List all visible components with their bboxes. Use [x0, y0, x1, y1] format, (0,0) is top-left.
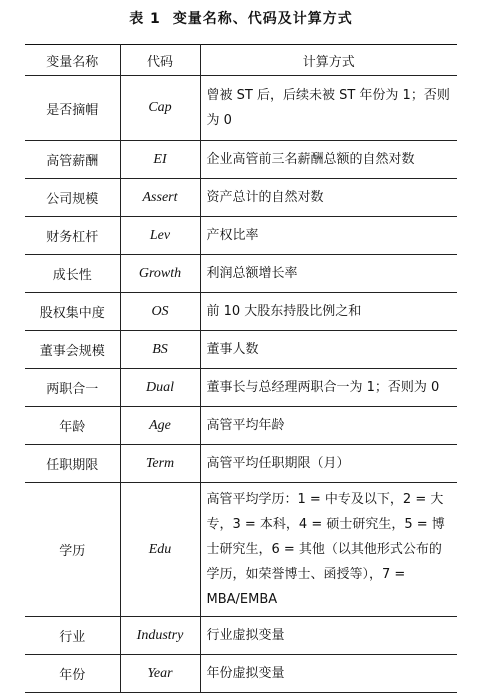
table-row	[25, 293, 457, 331]
variables-table	[25, 44, 457, 693]
table-title: 变量名称、代码及计算方式	[172, 11, 353, 27]
table-row	[25, 655, 457, 693]
variable-code-cell: Lev	[120, 217, 200, 255]
table-row	[25, 617, 457, 655]
table-row	[25, 76, 457, 141]
variable-code-cell: Cap	[120, 76, 200, 141]
variable-code-cell: OS	[120, 293, 200, 331]
calculation-cell: 高管平均任职期限（月）	[200, 445, 457, 483]
variable-name-cell: 年龄	[25, 407, 120, 445]
calculation-cell: 前 10 大股东持股比例之和	[200, 293, 457, 331]
calculation-cell: 行业虚拟变量	[200, 617, 457, 655]
variable-name-cell: 两职合一	[25, 369, 120, 407]
variable-name-cell: 成长性	[25, 255, 120, 293]
calculation-cell: 年份虚拟变量	[200, 655, 457, 693]
variable-code-cell: Term	[120, 445, 200, 483]
table-row	[25, 141, 457, 179]
header-code: 代码	[120, 45, 200, 76]
table-row	[25, 369, 457, 407]
variable-code-cell: EI	[120, 141, 200, 179]
variable-name-cell: 财务杠杆	[25, 217, 120, 255]
calculation-cell: 曾被 ST 后，后续未被 ST 年份为 1；否则为 0	[200, 76, 457, 141]
variable-code-cell: Year	[120, 655, 200, 693]
table-row	[25, 407, 457, 445]
variable-code-cell: Industry	[120, 617, 200, 655]
calculation-cell: 利润总额增长率	[200, 255, 457, 293]
table-row	[25, 331, 457, 369]
variable-name-cell: 董事会规模	[25, 331, 120, 369]
variable-name-cell: 是否摘帽	[25, 76, 120, 141]
variable-name-cell: 股权集中度	[25, 293, 120, 331]
table-caption	[0, 8, 482, 28]
variable-name-cell: 年份	[25, 655, 120, 693]
table-row	[25, 179, 457, 217]
variable-code-cell: Growth	[120, 255, 200, 293]
table-row	[25, 445, 457, 483]
variable-name-cell: 任职期限	[25, 445, 120, 483]
table-row	[25, 255, 457, 293]
variable-code-cell: BS	[120, 331, 200, 369]
table-number: 表 1	[129, 11, 161, 27]
header-calculation: 计算方式	[200, 45, 457, 76]
variable-name-cell: 学历	[25, 483, 120, 617]
variable-code-cell: Age	[120, 407, 200, 445]
table-row	[25, 483, 457, 617]
header-row	[25, 45, 457, 76]
variable-name-cell: 高管薪酬	[25, 141, 120, 179]
calculation-cell: 高管平均学历：1 = 中专及以下，2 = 大专，3 = 本科，4 = 硕士研究生，5 = 博士研究生，6 = 其他（以其他形式公布的学历，如荣誉博士、函授等），7 = MBA/EMBA	[200, 483, 457, 617]
variable-code-cell: Dual	[120, 369, 200, 407]
calculation-cell: 高管平均年龄	[200, 407, 457, 445]
calculation-cell: 董事人数	[200, 331, 457, 369]
variable-name-cell: 行业	[25, 617, 120, 655]
variable-name-cell: 公司规模	[25, 179, 120, 217]
table-row	[25, 217, 457, 255]
header-variable-name: 变量名称	[25, 45, 120, 76]
calculation-cell: 资产总计的自然对数	[200, 179, 457, 217]
calculation-cell: 产权比率	[200, 217, 457, 255]
calculation-cell: 企业高管前三名薪酬总额的自然对数	[200, 141, 457, 179]
variable-code-cell: Assert	[120, 179, 200, 217]
variable-code-cell: Edu	[120, 483, 200, 617]
calculation-cell: 董事长与总经理两职合一为 1；否则为 0	[200, 369, 457, 407]
